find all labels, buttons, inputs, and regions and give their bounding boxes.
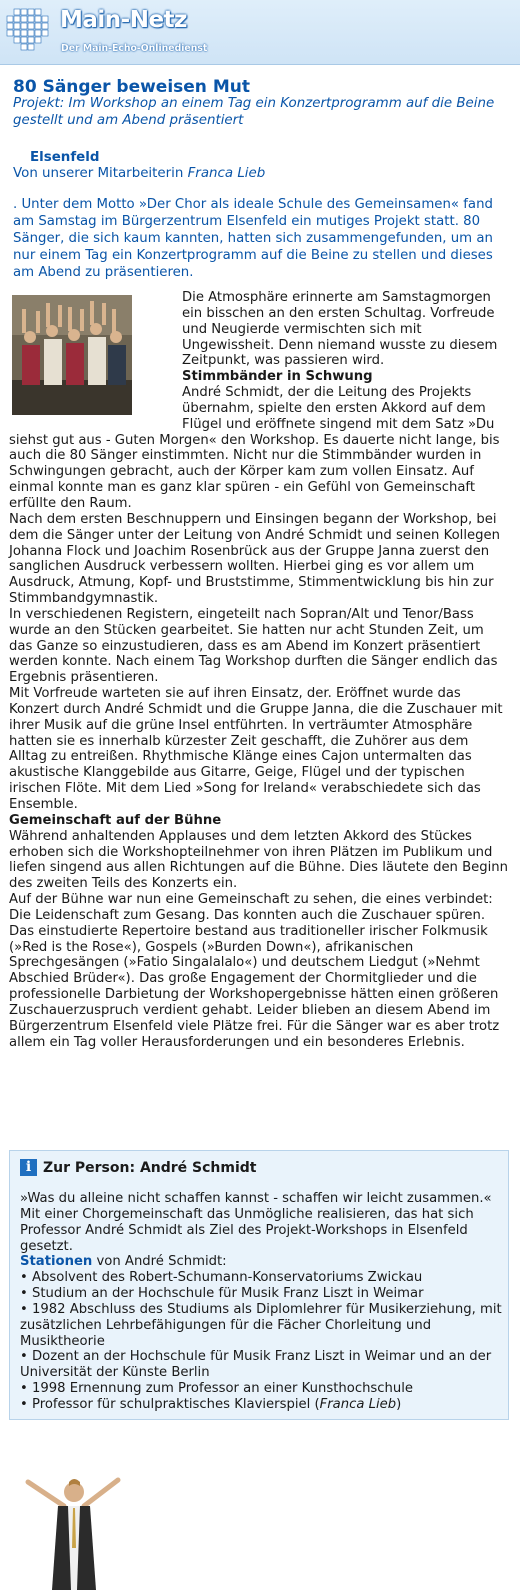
paragraph: Nach dem ersten Beschnuppern und Einsingen begann der Workshop, bei dem die Sänger unter der Leitung von André Schmidt und seinen Kollegen Johanna Flock und Joachim Rosenbrück aus der Gruppe Janna zuerst den sanglichen Ausdruck verbessern wollten. Hierbei ging es vor allem um Ausdruck, Atmung, Kopf- und Bruststimme, Stimmentwicklung bis hin zur Stimmbandgymnastik. — [9, 511, 500, 607]
list-item: • Dozent an der Hochschule für Musik Franz Liszt in Weimar und an der Universität der Künste Berlin — [20, 1349, 504, 1381]
site-header — [0, 0, 520, 65]
paragraph: In verschiedenen Registern, eingeteilt nach Sopran/Alt und Tenor/Bass wurde an den Stücken gearbeitet. Sie hatten nur acht Stunden Zeit, um das Ganze so einzustudieren, dass es am Abend im Konzert präsentiert werden konnte. Nach einem Tag Workshop durften die Sänger endlich das Ergebnis präsentieren. — [9, 606, 498, 686]
last-item-suffix: ) — [396, 1396, 402, 1412]
stations-heading — [20, 1254, 504, 1270]
paragraph: André Schmidt, der die Leitung des Projekts übernahm, spielte den ersten Akkord auf dem Flügel und eröffnete singend mit dem Satz »Du siehst gut aus - Guten Morgen« den Workshop. Es dauerte nicht lange, bis auch die 80 Sänger einstimmten. Nicht nur die Stimmbänder wurden in Schwingungen gebracht, auch der Körper kam zum vollen Einsatz. Auf einmal konnte man es ganz klar spüren - ein Gefühl von Gemeinschaft erfüllte den Raum. — [9, 385, 500, 511]
infobox-quote: »Was du alleine nicht schaffen kannst - schaffen wir leicht zusammen.« Mit einer Chorgemeinschaft das Unmögliche realisieren, das hat sich Professor André Schmidt als Ziel des Projekt-Workshops in Elsenfeld gesetzt. — [20, 1191, 492, 1254]
subheading: Stimmbänder in Schwung — [182, 369, 373, 385]
last-item-author: Franca Lieb — [319, 1396, 397, 1412]
paragraph: Die Atmosphäre erinnerte am Samstagmorgen ein bisschen an den ersten Schultag. Vorfreude und Neugierde vermischten sich mit Ungewissheit. Denn niemand wusste zu diesem Zeitpunkt, was passieren wird. — [182, 290, 498, 369]
infobox-title: Zur Person: André Schmidt — [43, 1159, 257, 1176]
article-byline — [13, 166, 265, 181]
list-item: • Studium an der Hochschule für Musik Franz Liszt in Weimar — [20, 1286, 504, 1302]
list-item: • 1998 Ernennung zum Professor an einer Kunsthochschule — [20, 1381, 504, 1397]
infobox-body — [20, 1191, 504, 1413]
stations-rest: von André Schmidt: — [92, 1254, 227, 1270]
choir-photo — [12, 295, 132, 415]
person-infobox — [9, 1150, 509, 1420]
subheading: Gemeinschaft auf der Bühne — [9, 812, 222, 828]
infobox-header — [20, 1159, 257, 1176]
article-dateline: Elsenfeld — [30, 150, 100, 165]
byline-prefix: Von unserer Mitarbeiterin — [13, 166, 188, 181]
paragraph: Auf der Bühne war nun eine Gemeinschaft zu sehen, die eines verbindet: Die Leidenschaft zum Gesang. Das konnten auch die Zuschauer spüren. Das einstudierte Repertoire bestand aus traditioneller irischer Folkmusik (»Red is the Rose«), Gospels (»Burden Down«), afrikanischen Sprechgesängen (»Fatio Singalalalo«) und deutschem Liedgut (»Nehmt Abschied Brüder«). Das große Engagement der Chormitglieder und die professionelle Darbietung der Workshopergebnisse hätten einen größeren Zuschauerzuspruch verdient gehabt. Leider blieben an diesem Abend im Bürgerzentrum Elsenfeld viele Plätze frei. Für die Sänger war es aber trotz allem ein Tag voller Herausforderungen und ein besonderes Erlebnis. — [9, 892, 500, 1050]
author-name: Franca Lieb — [187, 166, 266, 181]
list-item: • Absolvent des Robert-Schumann-Konservatoriums Zwickau — [20, 1270, 504, 1286]
info-icon: i — [20, 1159, 37, 1176]
article-body — [9, 290, 509, 1051]
site-subtitle: Der Main-Echo-Onlinedienst — [61, 43, 208, 54]
franconia-map-logo-icon — [4, 6, 54, 54]
stations-list — [20, 1270, 504, 1413]
stations-label: Stationen — [20, 1254, 93, 1270]
list-item: • 1982 Abschluss des Studiums als Diplomlehrer für Musikerziehung, mit zusätzlichen Lehrbefähigungen für die Fächer Chorleitung und Musiktheorie — [20, 1302, 504, 1350]
article-headline: 80 Sänger beweisen Mut — [13, 77, 250, 97]
conductor-photo — [14, 1458, 134, 1590]
list-item — [20, 1397, 504, 1413]
article-lead: . Unter dem Motto »Der Chor als ideale Schule des Gemeinsamen« fand am Samstag im Bürgerzentrum Elsenfeld ein mutiges Projekt statt. 80 Sänger, die sich kaum kannten, hatten sich zusammengefunden, um an nur einem Tag ein Konzertprogramm auf die Beine zu stellen und dieses am Abend zu präsentieren. — [13, 197, 493, 280]
last-item-prefix: Professor für schulpraktisches Klavierspiel ( — [31, 1396, 320, 1412]
paragraph: Mit Vorfreude warteten sie auf ihren Einsatz, der. Eröffnet wurde das Konzert durch André Schmidt und die Gruppe Janna, die die Zuschauer mit ihrer Musik auf die grüne Insel entführten. In verträumter Atmosphäre hatten sie es innerhalb kürzester Zeit geschafft, die Zuhörer aus dem Alltag zu entreißen. Rhythmische Klänge eines Cajon untermalten das akustische Klanggebilde aus Gitarre, Geige, Flügel und der typischen irischen Flöte. Mit dem Lied »Song for Ireland« verabschiedete sich das Ensemble. — [9, 686, 503, 812]
site-title[interactable]: Main-Netz — [60, 7, 187, 33]
paragraph: Während anhaltenden Applauses und dem letzten Akkord des Stückes erhoben sich die Workshopteilnehmer von ihren Plätzen im Publikum und liefen singend aus allen Richtungen auf die Bühne. Dies läutete den Beginn des zweiten Teils des Konzerts ein. — [9, 828, 509, 892]
article-subheadline: Projekt: Im Workshop an einem Tag ein Konzertprogramm auf die Beine gestellt und am Abend präsentiert — [13, 96, 495, 128]
